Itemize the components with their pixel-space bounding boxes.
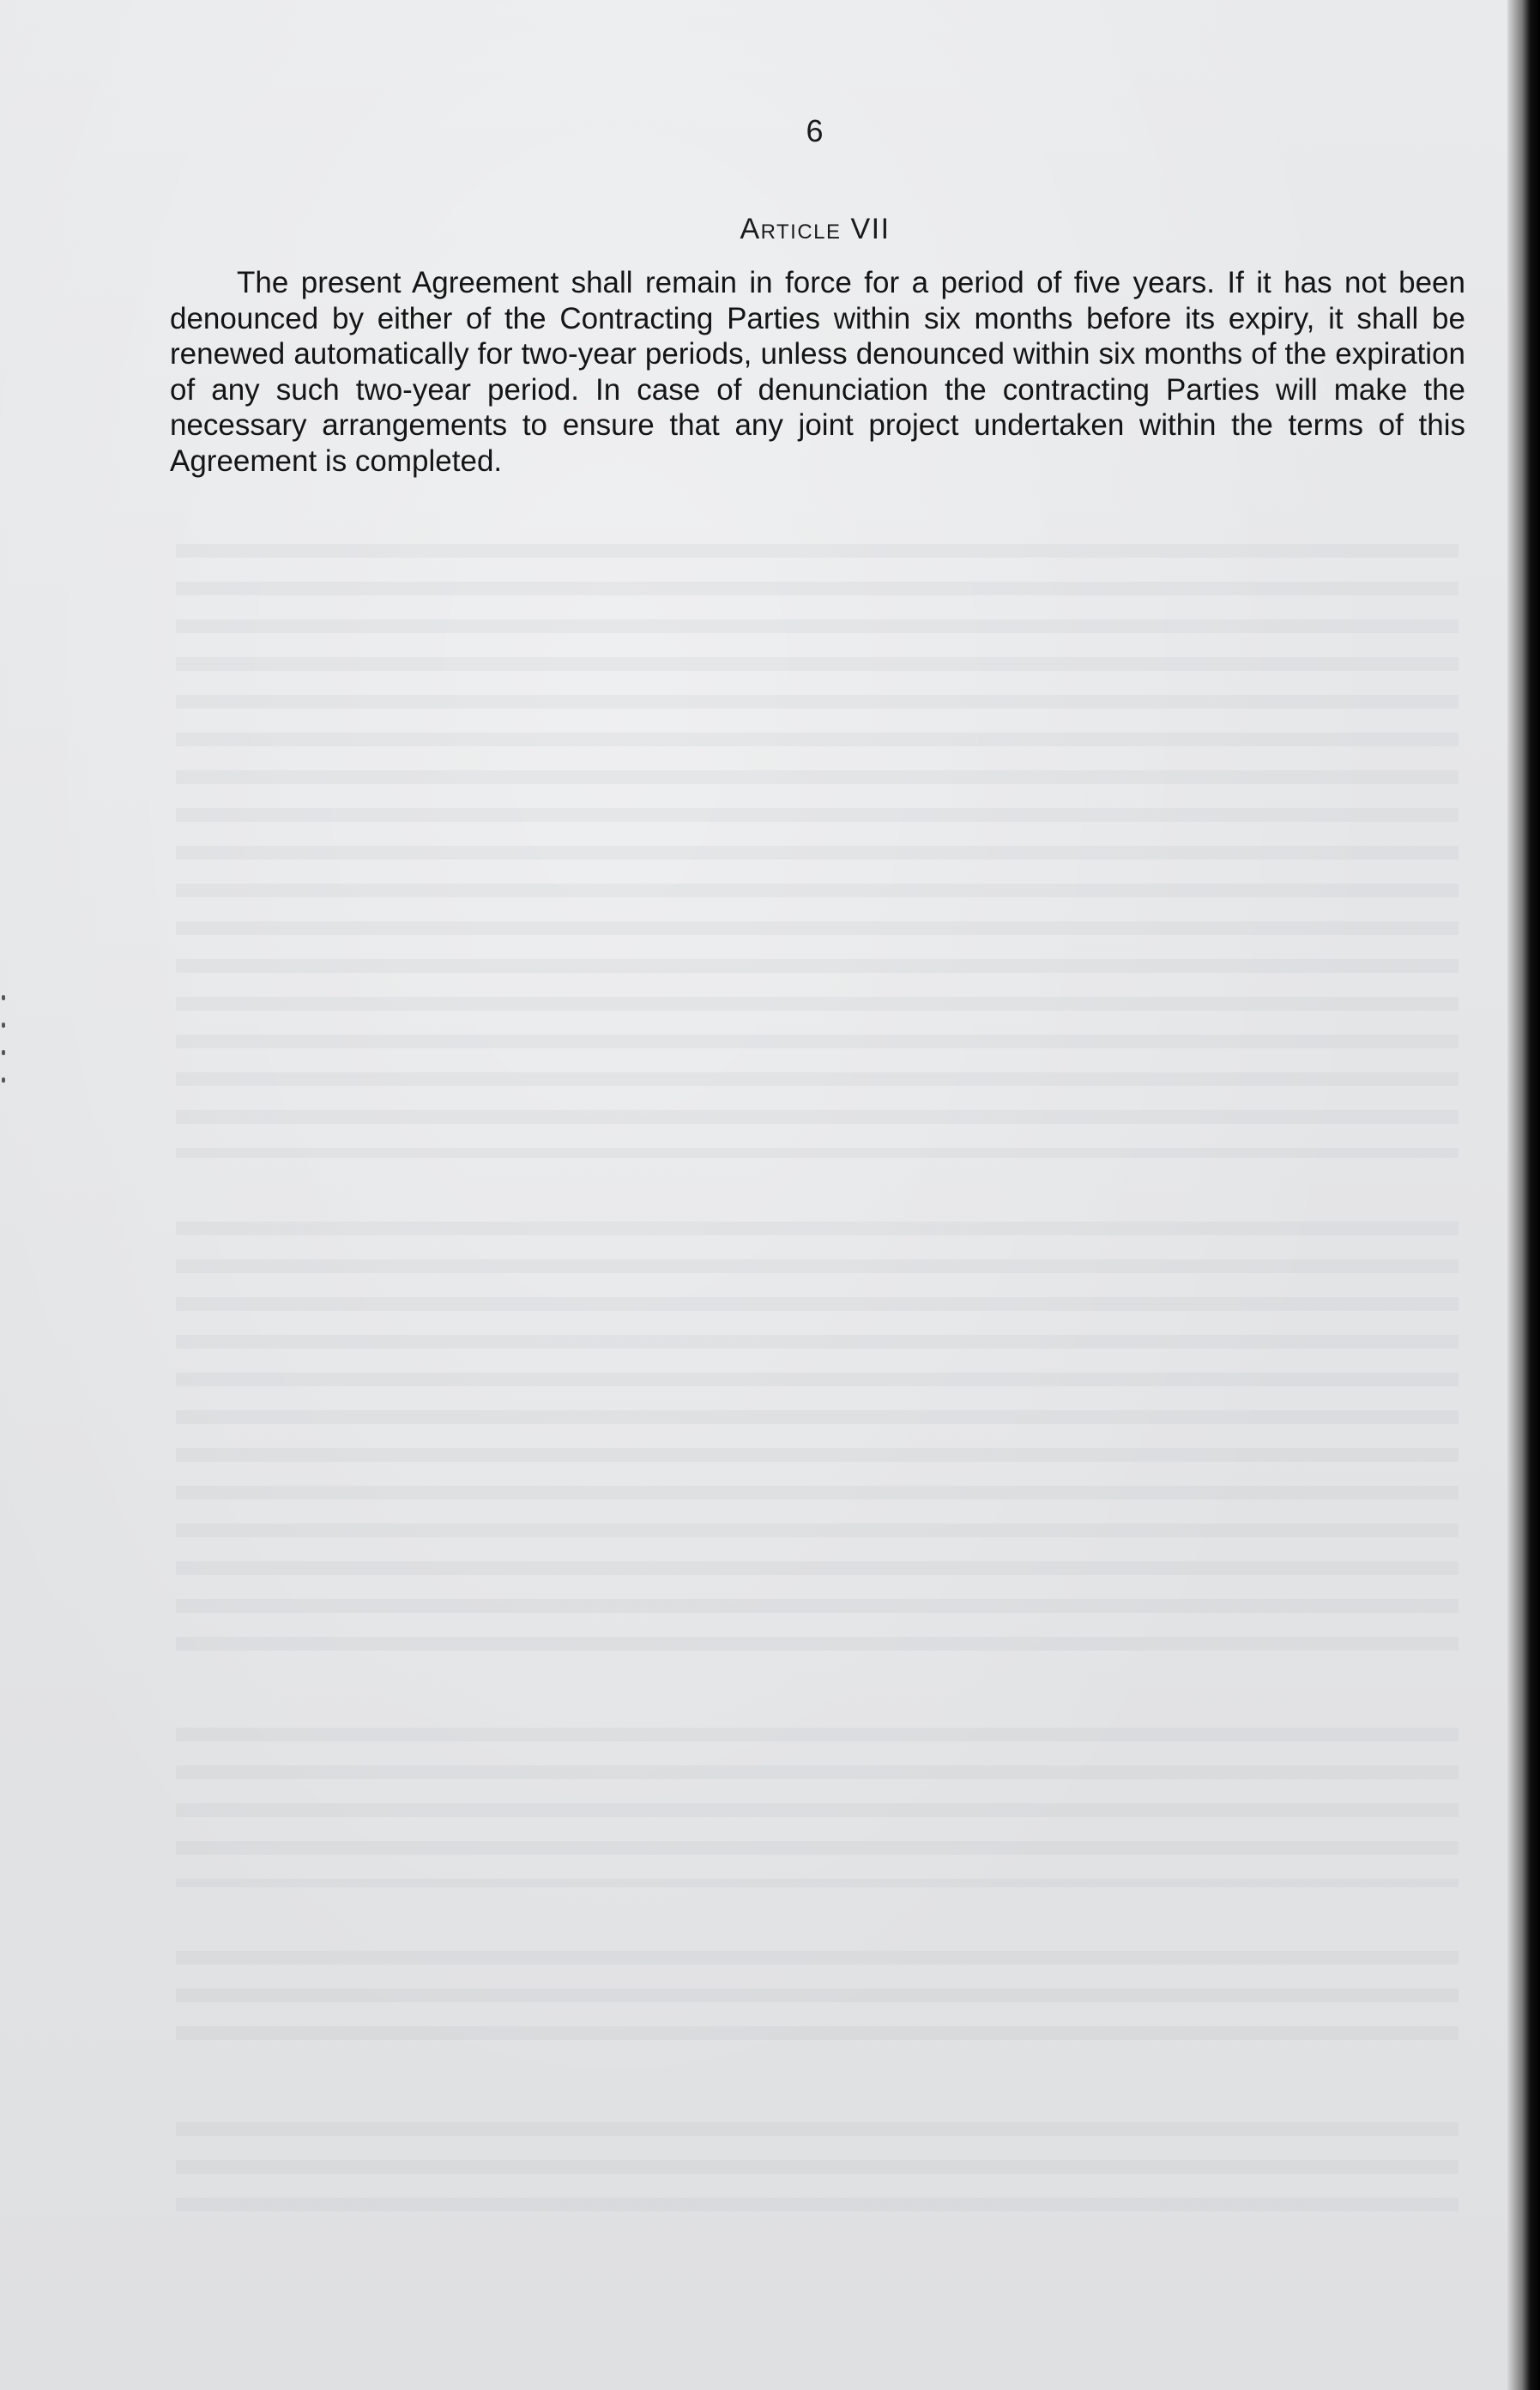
- page-edge-shadow: [1507, 0, 1540, 2390]
- reverse-side-bleed-through: [176, 1939, 1458, 2050]
- article-paragraph: The present Agreement shall remain in force for a period of five years. If it has not been denounced by either of the Contracting Parties within six months before its expiry, it shall be renewed automatically for two-year periods, unless denounced within six months of the expiration of any such two-year period. In case of denunciation the contracting Parties will make the necessary arrangements to ensure that any joint project undertaken within the terms of this Agreement is completed.: [170, 266, 1465, 478]
- reverse-side-bleed-through: [176, 2110, 1458, 2222]
- article-heading: Article VII: [740, 213, 891, 245]
- article-body: [170, 265, 1465, 479]
- reverse-side-bleed-through: [176, 532, 1458, 1158]
- page-number: 6: [806, 113, 824, 148]
- reverse-side-bleed-through: [176, 1210, 1458, 1656]
- binding-marks: [2, 995, 9, 1098]
- reverse-side-bleed-through: [176, 1716, 1458, 1887]
